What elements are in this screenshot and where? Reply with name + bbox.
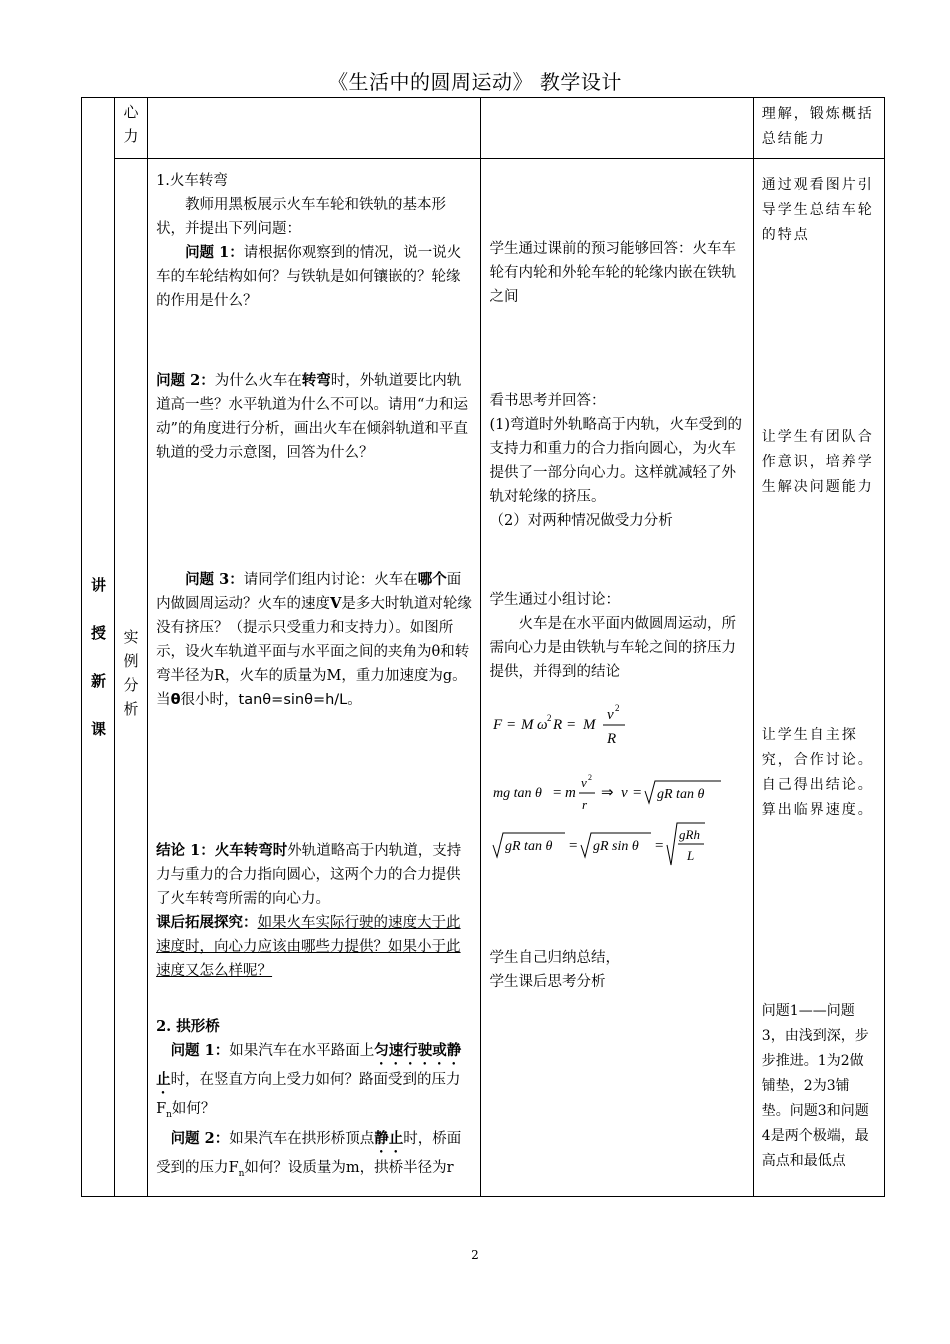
svg-text:L: L [687,848,695,863]
student-answer-3: 火车是在水平面内做圆周运动，所需向心力是由铁轨与车轮之间的挤压力提供，并得到的结论 [489,616,736,680]
formula-2 [491,769,731,823]
svg-text:R: R [553,717,563,733]
svg-text:2: 2 [547,713,552,723]
table-row [82,98,885,159]
page-number: 2 [471,1248,479,1262]
student-answer-4-1: 学生自己归纳总结， [489,950,620,966]
side-label-char: 新 [90,672,106,690]
svg-text:F: F [493,717,503,733]
sub-label-top: 心 力 [115,98,148,159]
svg-text:v: v [581,775,588,790]
teacher-intro: 教师用黑板展示火车车轮和铁轨的基本形状，并提出下列问题： [156,197,447,237]
sub-label-cell: 实 例 分 析 [115,159,148,1197]
svg-text:M: M [521,717,534,733]
section-train-title: 1.火车转弯 [156,173,228,189]
student-answer-4-2: 学生课后思考分析 [489,974,606,990]
side-label-char: 课 [90,720,106,738]
svg-text:=: = [633,785,642,801]
svg-text:⇒: ⇒ [601,785,615,801]
note-cell [753,159,884,1197]
svg-text:v: v [621,785,629,801]
svg-text:ω: ω [537,717,549,733]
teacher-top-cell [148,98,481,159]
student-top-cell [481,98,753,159]
svg-text:2: 2 [615,703,620,713]
bridge-question-1: 问题 1：如果汽车在水平路面上匀速行驶或静止时，在竖直方向上受力如何？路面受到的压力$F_n$如何？ [156,1042,462,1120]
svg-text:2: 2 [588,773,593,782]
svg-text:mg tan θ: mg tan θ [493,786,543,801]
svg-text:R: R [607,731,617,747]
svg-text:=: = [655,838,664,854]
svg-text:gR tan θ: gR tan θ [505,839,553,854]
side-label-cell [82,98,115,1197]
teacher-cell [148,159,481,1197]
train-question-1: 问题 1：请根据你观察到的情况，说一说火车的车轮结构如何？与铁轨是如何镶嵌的？轮缘的作用是什么？ [156,244,462,309]
student-answer-3-head: 学生通过小组讨论： [489,592,620,608]
note-4: 问题1——问题3，由浅到深，步步推进。1为2做铺垫，2为3铺垫。问题3和问题4是两个极端，最高点和最低点 [761,1003,869,1169]
note-1: 通过观看图片引导学生总结车轮的特点 [761,177,874,243]
svg-text:gR sin θ: gR sin θ [593,839,640,854]
svg-text:m: m [565,785,577,801]
lesson-table [81,97,885,1197]
svg-text:r: r [582,797,588,812]
svg-text:=: = [567,717,576,733]
svg-text:gR tan θ: gR tan θ [657,787,705,802]
side-label-char: 授 [90,624,106,642]
section-bridge-title: 2. 拱形桥 [156,1018,220,1035]
svg-text:gRh: gRh [679,827,701,842]
train-question-2: 问题 2：为什么火车在转弯时，外轨道要比内轨道高一些？水平轨道为什么不可以。请用“力和运动”的角度进行分析，画出火车在倾斜轨道和平直轨道的受力示意图，回答为什么？ [156,372,468,461]
bridge-question-2: 问题 2：如果汽车在拱形桥顶点静止时，桥面受到的压力$F_n$如何？设质量为m，拱桥半径为r [156,1129,462,1179]
student-answer-2-2: （2）对两种情况做受力分析 [489,513,673,529]
document-title: 《生活中的圆周运动》 教学设计 [328,70,622,94]
note-3: 让学生自主探究，合作讨论。自己得出结论。算出临界速度。 [761,727,874,818]
svg-text:M: M [583,717,596,733]
svg-text:=: = [507,717,516,733]
svg-text:=: = [553,785,562,801]
svg-text:=: = [569,838,578,854]
student-cell [481,159,753,1197]
extension-question: 课后拓展探究：如果火车实际行驶的速度大于此速度时，向心力应该由哪些力提供？如果小于此速度又怎么样呢？ [156,914,461,979]
train-question-3: 问题 3：请同学们组内讨论：火车在哪个面内做圆周运动？火车的速度V是多大时轨道对轮缘没有挤压？（提示只受重力和支持力）。如图所示，设火车轨道平面与水平面之间的夹角为θ和转弯半径为R，火车的质量为M，重力加速度为g。当θ很小时，tanθ=sinθ=h/L。 [156,571,472,708]
conclusion-1: 结论 1：火车转弯时外轨道略高于内轨道，支持力与重力的合力指向圆心，这两个力的合力提供了火车转弯所需的向心力。 [156,842,462,907]
formula-3 [491,819,731,879]
student-answer-2-head: 看书思考并回答： [489,393,606,409]
note-top-cell: 理解，锻炼概括总结能力 [753,98,884,159]
svg-text:v: v [607,707,615,723]
student-answer-2-1: (1)弯道时外轨略高于内轨，火车受到的支持力和重力的合力指向圆心，为火车提供了一部分向心力。这样就减轻了外轨对轮缘的挤压。 [489,417,743,505]
side-label-char: 讲 [90,576,106,594]
formula-1 [491,697,651,761]
table-row [82,159,885,1197]
student-answer-1: 学生通过课前的预习能够回答：火车车轮有内轮和外轮车轮的轮缘内嵌在铁轨之间 [489,241,736,305]
note-2: 让学生有团队合作意识，培养学生解决问题能力 [761,429,874,495]
